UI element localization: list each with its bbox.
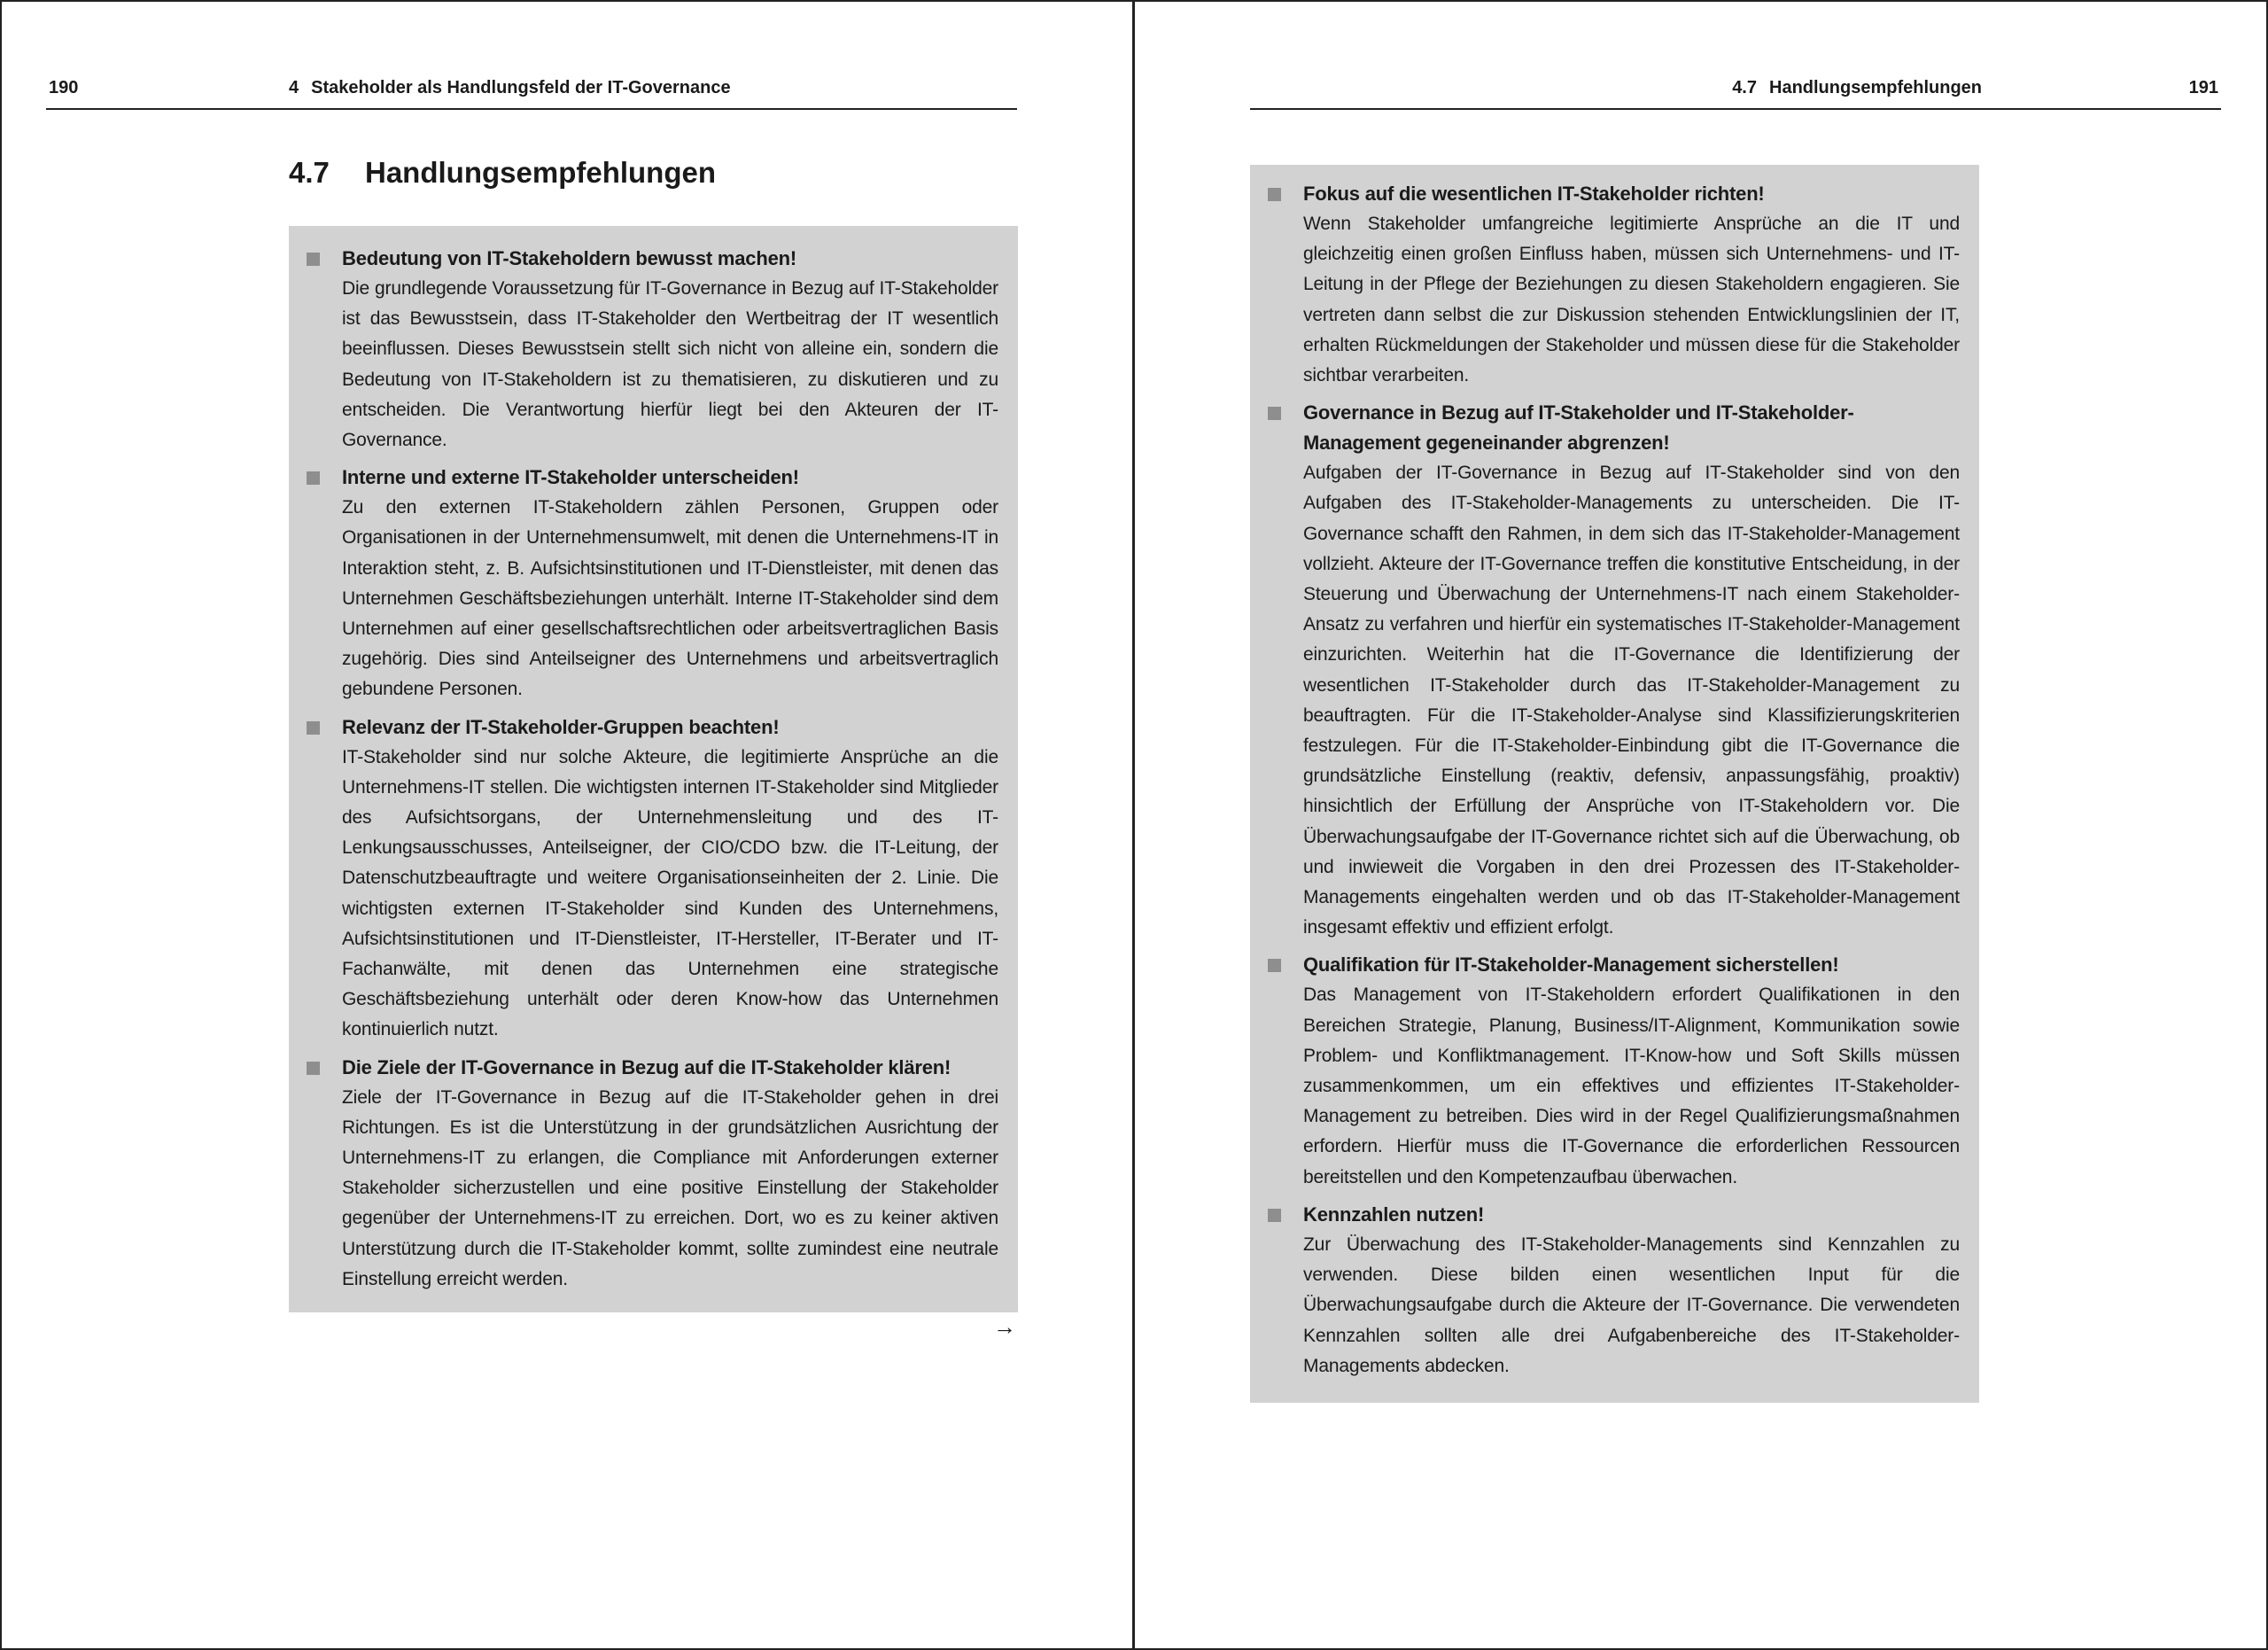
recommendations-box [289, 226, 1018, 1312]
section-title: Handlungsempfehlungen [1769, 78, 1982, 97]
running-head-left [46, 78, 1017, 110]
square-bullet-icon [307, 253, 320, 266]
page-number: 191 [2188, 78, 2218, 97]
continue-arrow-icon: → [993, 1313, 1016, 1340]
running-head-right [1250, 78, 2221, 110]
recommendation-text: Das Management von IT-Stakeholdern erfordert Qualifikationen in den Bereichen Strategie, Planung, Business/IT-Alignment, Kommunikation sowie Problem- und Konfliktmanagement. IT-Know-how und Soft Skills müssen zusammenkommen, um ein effektives und effizientes IT-Stakeholder-Management zu betreiben. Dies wird in der Regel Qualifizierungsmaßnahmen erfordern. Hierfür muss die IT-Governance die erforderlichen Ressourcen bereitstellen und den Kompetenzaufbau überwachen. [1303, 985, 1960, 1187]
recommendation-item [342, 463, 998, 704]
section-number: 4.7 [289, 156, 330, 189]
square-bullet-icon [307, 721, 320, 735]
right-page [1135, 0, 2268, 1650]
recommendation-title: Die Ziele der IT-Governance in Bezug auf die IT-Stakeholder klären! [342, 1055, 951, 1078]
running-head-title [1732, 78, 1982, 98]
section-heading [289, 156, 716, 190]
recommendation-text: Wenn Stakeholder umfangreiche legitimierte Ansprüche an die IT und gleichzeitig einen großen Einfluss haben, müssen sich Unternehmens- und IT-Leitung in der Pflege der Beziehungen zu diesen Stakeholdern engagieren. Sie vertreten dann selbst die zur Diskussion stehenden Entwicklungslinien der IT, erhalten Rückmeldungen der Stakeholder und müssen diese für die Stakeholder sichtbar verarbeiten. [1303, 214, 1960, 386]
page-number: 190 [49, 78, 79, 97]
square-bullet-icon [1268, 407, 1281, 420]
recommendation-text: Aufgaben der IT-Governance in Bezug auf IT-Stakeholder sind von den Aufgaben des IT-Stakeholder-Managements zu unterscheiden. Die IT-Governance schafft den Rahmen, in dem sich das IT-Stakeholder-Management vollzieht. Akteure der IT-Governance treffen die konstitutive Entscheidung, in der Steuerung und Überwachung der Unternehmens-IT nach einem Stakeholder-Ansatz zu verfahren und hierfür ein systematisches IT-Stakeholder-Management einzurichten. Weiterhin hat die IT-Governance die Identifizierung der wesentlichen IT-Stakeholder durch das IT-Stakeholder-Management zu beauftragten. Für die IT-Stakeholder-Analyse sind Klassifizierungskriterien festzulegen. Für die IT-Stakeholder-Einbindung gibt die IT-Governance die grundsätzliche Einstellung (reaktiv, defensiv, anpassungsfähig, proaktiv) hinsichtlich der Erfüllung der Ansprüche von IT-Stakeholdern vor. Die Überwachungsaufgabe der IT-Governance richtet sich auf die Überwachung, ob und inwieweit die Vorgaben in den drei Prozessen des IT-Stakeholder-Managements eingehalten werden und ob das IT-Stakeholder-Management insgesamt effektiv und effizient erfolgt. [1303, 463, 1960, 938]
square-bullet-icon [1268, 1209, 1281, 1222]
recommendation-title: Fokus auf die wesentlichen IT-Stakeholder richten! [1303, 183, 1765, 205]
recommendation-text: Zur Überwachung des IT-Stakeholder-Managements sind Kennzahlen zu verwenden. Diese bilden einen wesentlichen Input für die Überwachungsaufgabe durch die Akteure der IT-Governance. Die verwendeten Kennzahlen sollten alle drei Aufgabenbereiche des IT-Stakeholder-Managements abdecken. [1303, 1234, 1960, 1376]
recommendation-item [1303, 179, 1960, 391]
recommendation-title: Bedeutung von IT-Stakeholdern bewusst machen! [342, 247, 796, 269]
recommendation-title: Interne und externe IT-Stakeholder unterscheiden! [342, 466, 799, 489]
running-head-title [289, 78, 731, 98]
recommendation-item [342, 244, 998, 455]
recommendation-title: Relevanz der IT-Stakeholder-Gruppen beachten! [342, 715, 780, 738]
square-bullet-icon [1268, 188, 1281, 201]
left-page [0, 0, 1133, 1650]
recommendation-title: Kennzahlen nutzen! [1303, 1202, 1485, 1226]
recommendation-item [1303, 950, 1960, 1192]
recommendation-item [1303, 1200, 1960, 1381]
recommendation-text: Zu den externen IT-Stakeholdern zählen Personen, Gruppen oder Organisationen in der Unternehmensumwelt, mit denen die Unternehmens-IT in Interaktion steht, z. B. Aufsichtsinstitutionen und IT-Dienstleister, mit denen das Unternehmen Geschäftsbeziehungen unterhält. Interne IT-Stakeholder sind dem Unternehmen auf einer gesellschaftsrechtlichen oder arbeitsvertraglichen Basis zugehörig. Dies sind Anteilseigner des Unternehmens und arbeitsvertraglich gebundene Personen. [342, 497, 998, 700]
recommendation-item [342, 1053, 998, 1295]
square-bullet-icon [307, 471, 320, 485]
recommendation-item [1303, 398, 1960, 943]
recommendation-text: Ziele der IT-Governance in Bezug auf die IT-Stakeholder gehen in drei Richtungen. Es ist die Unterstützung in der grundsätzlichen Ausrichtung der Unternehmens-IT zu erlangen, die Compliance mit Anforderungen externer Stakeholder sicherzustellen und eine positive Einstellung der Stakeholder gegenüber der Unternehmens-IT zu erreichen. Dort, wo es zu keiner aktiven Unterstützung durch die IT-Stakeholder kommt, sollte zumindest eine neutrale Einstellung erreicht werden. [342, 1086, 998, 1289]
square-bullet-icon [1268, 959, 1281, 972]
recommendation-title: Qualifikation für IT-Stakeholder-Management sicherstellen! [1303, 953, 1839, 977]
square-bullet-icon [307, 1062, 320, 1075]
recommendation-item [342, 712, 998, 1046]
section-title: Handlungsempfehlungen [365, 156, 716, 189]
recommendation-text: Die grundlegende Voraussetzung für IT-Governance in Bezug auf IT-Stakeholder ist das Bewusstsein, dass IT-Stakeholder den Wertbeitrag der IT wesentlich beeinflussen. Dieses Bewusstsein stellt sich nicht von alleine ein, sondern die Bedeutung von IT-Stakeholdern ist zu thematisieren, zu diskutieren und zu entscheiden. Die Verantwortung hierfür liegt bei den Akteuren der IT-Governance. [342, 278, 998, 451]
chapter-number: 4 [289, 78, 299, 97]
recommendations-box [1250, 165, 1979, 1403]
recommendation-title: Governance in Bezug auf IT-Stakeholder und IT-Stakeholder-Management gegeneinander abgrenzen! [1303, 401, 1854, 455]
section-number: 4.7 [1732, 78, 1757, 97]
recommendation-text: IT-Stakeholder sind nur solche Akteure, die legitimierte Ansprüche an die Unternehmens-IT stellen. Die wichtigsten internen IT-Stakeholder sind Mitglieder des Aufsichtsorgans, der Unternehmensleitung und des IT-Lenkungsausschusses, Anteilseigner, der CIO/CDO bzw. die IT-Leitung, der Datenschutzbeauftragte und weitere Organisationseinheiten der 2. Linie. Die wichtigsten externen IT-Stakeholder sind Kunden des Unternehmens, Aufsichtsinstitutionen und IT-Dienstleister, IT-Hersteller, IT-Berater und IT-Fachanwälte, mit denen das Unternehmen eine strategische Geschäftsbeziehung unterhält oder deren Know-how das Unternehmen kontinuierlich nutzt. [342, 746, 998, 1040]
chapter-title: Stakeholder als Handlungsfeld der IT-Governance [311, 78, 731, 97]
